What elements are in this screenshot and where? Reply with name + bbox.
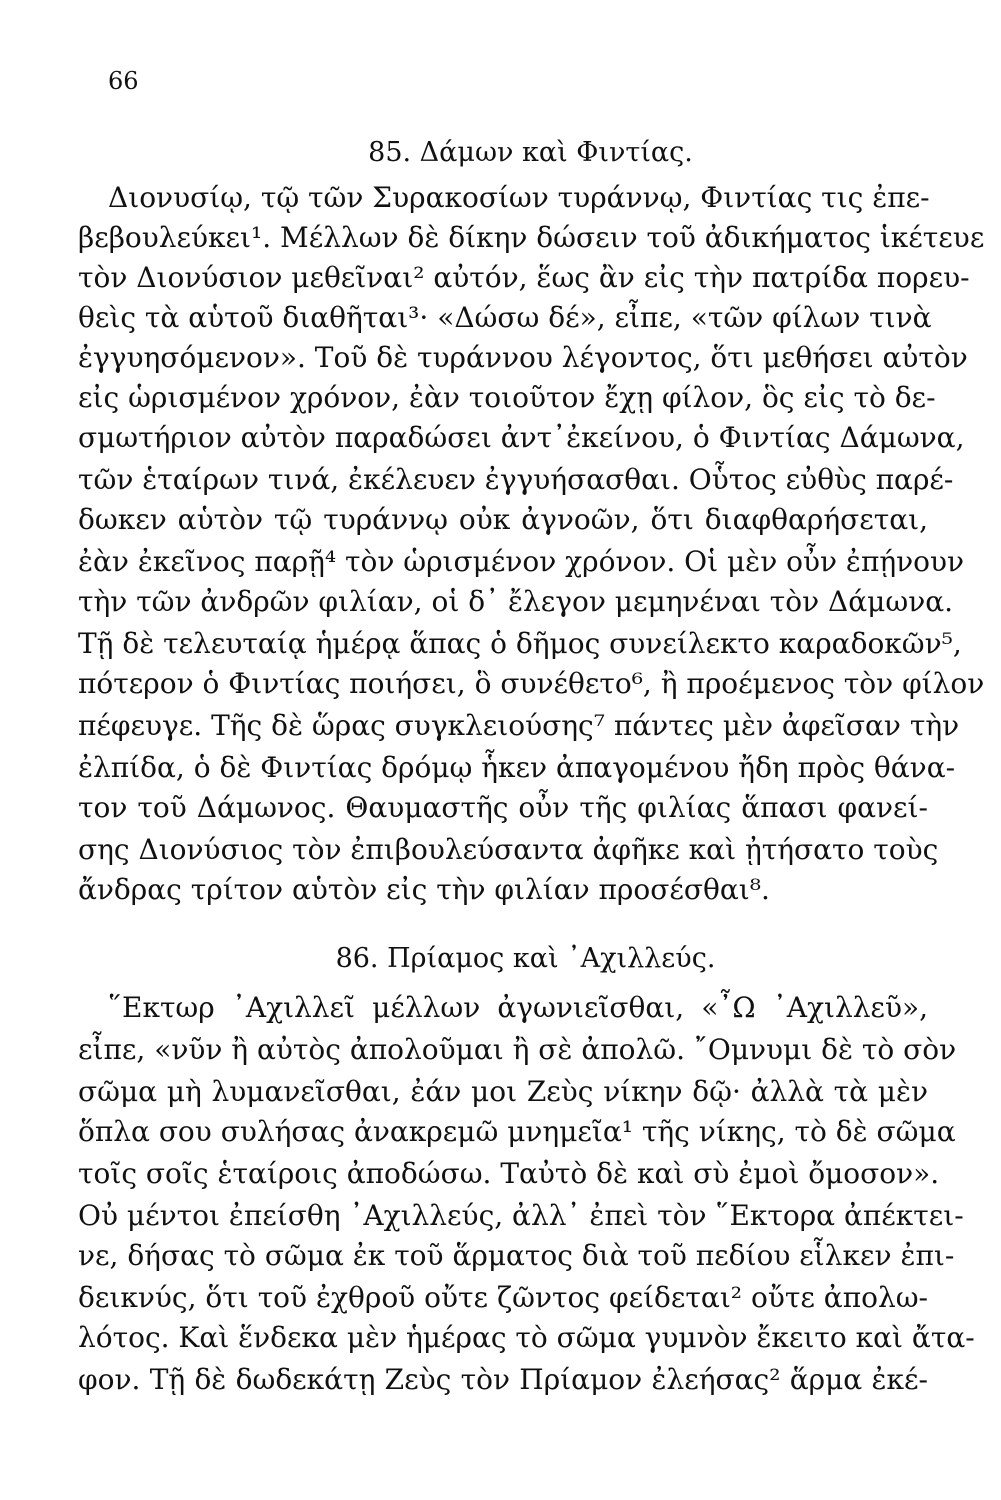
text-line: ἐλπίδα, ὁ δὲ Φιντίας δρόμῳ ἧκεν ἀπαγομένου ἤδη πρὸς θάνα- [78,751,956,784]
text-line: βεβουλεύκει¹. Μέλλων δὲ δίκην δώσειν τοῦ ἀδικήματος ἱκέτευε [78,221,985,254]
text-line: φον. Τῇ δὲ δωδεκάτῃ Ζεὺς τὸν Πρίαμον ἐλεήσας² ἅρμα ἐκέ- [78,1363,928,1396]
text-line: ἄνδρας τρίτον αὑτὸν εἰς τὴν φιλίαν προσέσθαι⁸. [78,873,770,906]
text-line: σμωτήριον αὐτὸν παραδώσει ἀντ᾽ἐκείνου, ὁ Φιντίας Δάμωνα, [78,421,965,454]
text-line: τὴν τῶν ἀνδρῶν φιλίαν, οἱ δ᾽ ἔλεγον μεμηνέναι τὸν Δάμωνα. [78,585,954,618]
text-line: πότερον ὁ Φιντίας ποιήσει, ὃ συνέθετο⁶, ἢ προέμενος τὸν φίλον [78,667,985,700]
text-line: εἶπε, «νῦν ἢ αὐτὸς ἀπολοῦμαι ἢ σὲ ἀπολῶ. ῎Ομνυμι δὲ τὸ σὸν [78,1033,957,1066]
text-line: λότος. Καὶ ἕνδεκα μὲν ἡμέρας τὸ σῶμα γυμνὸν ἔκειτο καὶ ἄτα- [78,1321,975,1354]
text-line: ῞Εκτωρ ᾽Αχιλλεῖ μέλλων ἀγωνιεῖσθαι, «῏Ω ᾽Αχιλλεῦ», [108,991,928,1024]
text-line: τῶν ἑταίρων τινά, ἐκέλευεν ἐγγυήσασθαι. Οὗτος εὐθὺς παρέ- [78,463,954,496]
text-line: ἐὰν ἐκεῖνος παρῇ⁴ τὸν ὡρισμένον χρόνον. Οἱ μὲν οὖν ἐπῄνουν [78,545,965,578]
text-line: εἰς ὡρισμένον χρόνον, ἐὰν τοιοῦτον ἔχῃ φίλον, ὃς εἰς τὸ δε- [78,381,936,414]
text-line: τοῖς σοῖς ἑταίροις ἀποδώσω. Ταὐτὸ δὲ καὶ σὺ ἐμοὶ ὄμοσον». [78,1157,940,1190]
text-line: σης Διονύσιος τὸν ἐπιβουλεύσαντα ἀφῆκε καὶ ᾐτήσατο τοὺς [78,833,939,866]
text-line: Διονυσίῳ, τῷ τῶν Συρακοσίων τυράννῳ, Φιντίας τις ἐπε- [108,181,930,214]
section-heading-85: 85. Δάμων καὶ Φιντίας. [368,137,693,168]
page-number: 66 [108,67,139,95]
text-line: νε, δήσας τὸ σῶμα ἐκ τοῦ ἅρματος διὰ τοῦ πεδίου εἷλκεν ἐπι- [78,1239,955,1272]
text-line: Οὐ μέντοι ἐπείσθη ᾽Αχιλλεύς, ἀλλ᾽ ἐπεὶ τὸν ῞Εκτορα ἀπέκτει- [78,1199,964,1232]
section-heading-86: 86. Πρίαμος καὶ ᾽Αχιλλεύς. [335,943,716,974]
text-line: δωκεν αὑτὸν τῷ τυράννῳ οὐκ ἀγνοῶν, ὅτι διαφθαρήσεται, [78,503,928,536]
text-line: τὸν Διονύσιον μεθεῖναι² αὐτόν, ἕως ἂν εἰς τὴν πατρίδα πορευ- [78,261,970,294]
text-line: θεὶς τὰ αὑτοῦ διαθῆται³· «Δώσω δέ», εἶπε, «τῶν φίλων τινὰ [78,301,932,334]
text-line: ὅπλα σου συλήσας ἀνακρεμῶ μνημεῖα¹ τῆς νίκης, τὸ δὲ σῶμα [78,1115,956,1148]
text-line: ἐγγυησόμενον». Τοῦ δὲ τυράννου λέγοντος, ὅτι μεθήσει αὐτὸν [78,341,968,374]
text-line: δεικνύς, ὅτι τοῦ ἐχθροῦ οὔτε ζῶντος φείδεται² οὔτε ἀπολω- [78,1281,928,1314]
text-line: Τῇ δὲ τελευταίᾳ ἡμέρᾳ ἅπας ὁ δῆμος συνείλεκτο καραδοκῶν⁵, [78,627,962,660]
text-line: πέφευγε. Τῆς δὲ ὥρας συγκλειούσης⁷ πάντες μὲν ἀφεῖσαν τὴν [78,709,960,742]
text-line: σῶμα μὴ λυμανεῖσθαι, ἐάν μοι Ζεὺς νίκην δῷ· ἀλλὰ τὰ μὲν [78,1075,928,1108]
text-line: τον τοῦ Δάμωνος. Θαυμαστῆς οὖν τῆς φιλίας ἅπασι φανεί- [78,791,928,824]
